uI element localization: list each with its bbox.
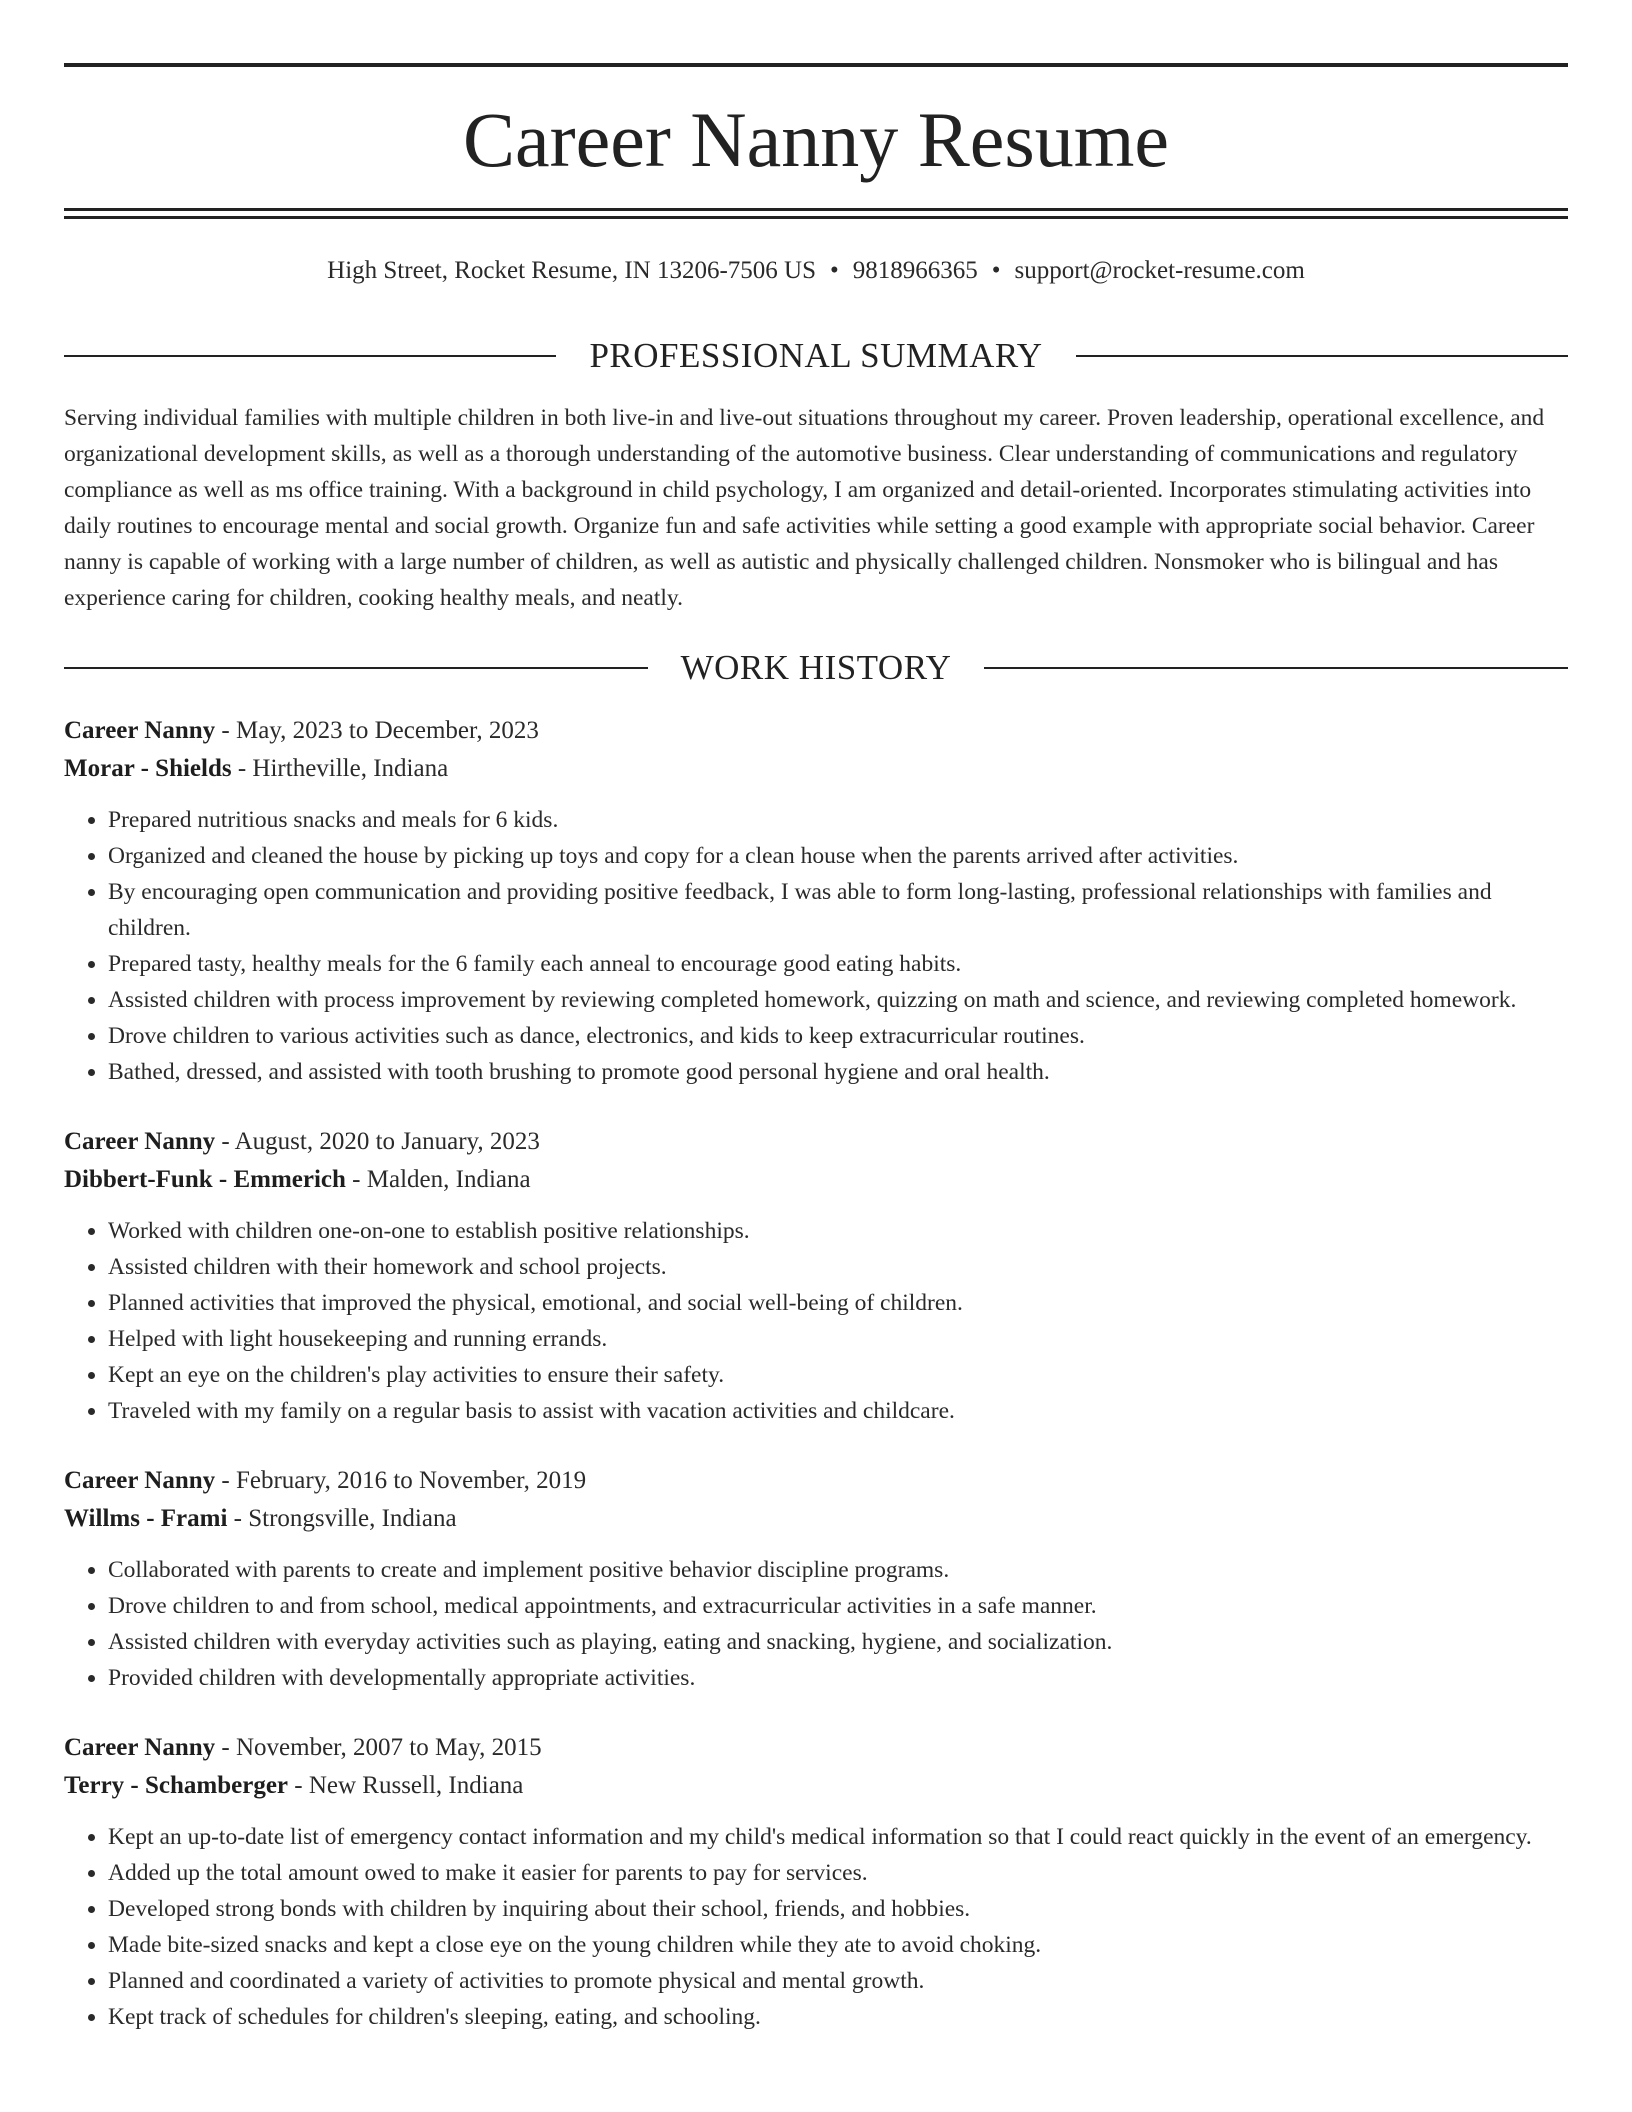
job-location: New Russell, Indiana [308,1772,524,1799]
heading-rule-left [64,355,556,357]
work-history-list [64,712,1568,2068]
work-history-heading-label: WORK HISTORY [680,648,952,687]
resume-title: Career Nanny Resume [462,96,1170,183]
summary-heading [64,334,1568,378]
job-duty: • Prepared tasty, healthy meals for the 6 family each anneal to encourage good eating habits. [108,946,1568,982]
job-duty: • Planned and coordinated a variety of activities to promote physical and mental growth. [108,1963,1568,1999]
job-position: Career Nanny [64,717,216,744]
job-duty: • Added up the total amount owed to make it easier for parents to pay for services. [108,1855,1568,1891]
top-rule [64,63,1568,67]
job-entry [64,1123,1568,1429]
contact-address: High Street, Rocket Resume, IN 13206-7506 US [327,257,816,284]
job-duty: • Drove children to and from school, medical appointments, and extracurricular activities in a safe manner. [108,1588,1568,1624]
job-duty: • Worked with children one-on-one to establish positive relationships. [108,1213,1568,1249]
job-duty: • Assisted children with everyday activities such as playing, eating and snacking, hygiene, and socialization. [108,1624,1568,1660]
title-rule-upper [64,208,1568,211]
job-duty: • Kept track of schedules for children's sleeping, eating, and schooling. [108,1999,1568,2035]
job-dates: August, 2020 to January, 2023 [234,1128,540,1155]
job-dates: May, 2023 to December, 2023 [235,717,539,744]
heading-rule-right [984,667,1568,669]
job-duty: • Kept an up-to-date list of emergency contact information and my child's medical information so that I could react quickly in the event of an emergency. [108,1819,1568,1855]
contact-line [64,253,1568,289]
contact-email: support@rocket-resume.com [1014,257,1305,284]
job-duty: • Planned activities that improved the physical, emotional, and social well-being of children. [108,1285,1568,1321]
job-duty: • Traveled with my family on a regular basis to assist with vacation activities and childcare. [108,1393,1568,1429]
job-duties [64,802,1568,1090]
job-duty: • Developed strong bonds with children by inquiring about their school, friends, and hobbies. [108,1891,1568,1927]
heading-rule-right [1076,355,1568,357]
job-duty: • Helped with light housekeeping and running errands. [108,1321,1568,1357]
contact-separator: • [830,257,839,284]
job-company: Terry - Schamberger [64,1772,289,1799]
job-duty: • Assisted children with their homework and school projects. [108,1249,1568,1285]
job-title-line: Career Nanny - November, 2007 to May, 2015 [64,1734,542,1761]
work-history-heading [64,646,1568,690]
job-position: Career Nanny [64,1734,216,1761]
summary-heading-label: PROFESSIONAL SUMMARY [589,336,1043,375]
job-duty: • Made bite-sized snacks and kept a close eye on the young children while they ate to avoid choking. [108,1927,1568,1963]
job-duty: • Assisted children with process improvement by reviewing completed homework, quizzing on math and science, and reviewing completed homework. [108,982,1568,1018]
job-entry [64,712,1568,1090]
job-entry [64,1729,1568,2035]
job-company-line: Willms - Frami - Strongsville, Indiana [64,1505,457,1532]
job-duties [64,1552,1568,1696]
job-location: Malden, Indiana [366,1166,531,1193]
job-location: Hirtheville, Indiana [252,755,449,782]
job-company-line: Morar - Shields - Hirtheville, Indiana [64,755,449,782]
summary-text: Serving individual families with multiple children in both live-in and live-out situations throughout my career. Proven leadership, operational excellence, and organizational development skills, as well as a thorough understanding of the automotive business. Clear understanding of communications and regulatory compliance as well as ms office training. With a background in child psychology, I am organized and detail-oriented. Incorporates stimulating activities into daily routines to encourage mental and social growth. Organize fun and safe activities while setting a good example with appropriate social behavior. Career nanny is capable of working with a large number of children, as well as autistic and physically challenged children. Nonsmoker who is bilingual and has experience caring for children, cooking healthy meals, and neatly. [64,405,1545,611]
job-duty: • Bathed, dressed, and assisted with tooth brushing to promote good personal hygiene and oral health. [108,1054,1568,1090]
job-duties [64,1819,1568,2035]
job-title-line: Career Nanny - May, 2023 to December, 2023 [64,717,539,744]
job-company-line: Terry - Schamberger - New Russell, Indiana [64,1772,524,1799]
contact-phone: 9818966365 [852,257,978,284]
job-duty: • Collaborated with parents to create and implement positive behavior discipline programs. [108,1552,1568,1588]
job-duty: • By encouraging open communication and providing positive feedback, I was able to form long-lasting, professional relationships with families and children. [108,874,1568,946]
job-dates: February, 2016 to November, 2019 [235,1467,587,1494]
contact-separator: • [991,257,1001,284]
job-duty: • Prepared nutritious snacks and meals for 6 kids. [108,802,1568,838]
job-location: Strongsville, Indiana [248,1505,457,1532]
job-company: Willms - Frami [64,1505,228,1532]
job-duty: • Drove children to various activities such as dance, electronics, and kids to keep extracurricular routines. [108,1018,1568,1054]
job-company: Dibbert-Funk - Emmerich [64,1166,346,1193]
heading-rule-left [64,667,648,669]
job-position: Career Nanny [64,1128,216,1155]
job-duty: • Kept an eye on the children's play activities to ensure their safety. [108,1357,1568,1393]
job-dates: November, 2007 to May, 2015 [235,1734,542,1761]
job-duty: • Provided children with developmentally appropriate activities. [108,1660,1568,1696]
job-company: Morar - Shields [64,755,232,782]
job-duties [64,1213,1568,1429]
job-title-line: Career Nanny - February, 2016 to November, 2019 [64,1467,587,1494]
job-company-line: Dibbert-Funk - Emmerich - Malden, Indiana [64,1166,531,1193]
job-position: Career Nanny [64,1467,216,1494]
job-duty: • Organized and cleaned the house by picking up toys and copy for a clean house when the parents arrived after activities. [108,838,1568,874]
job-title-line: Career Nanny - August, 2020 to January, 2023 [64,1128,540,1155]
job-entry [64,1462,1568,1696]
title-rule-lower [64,216,1568,219]
